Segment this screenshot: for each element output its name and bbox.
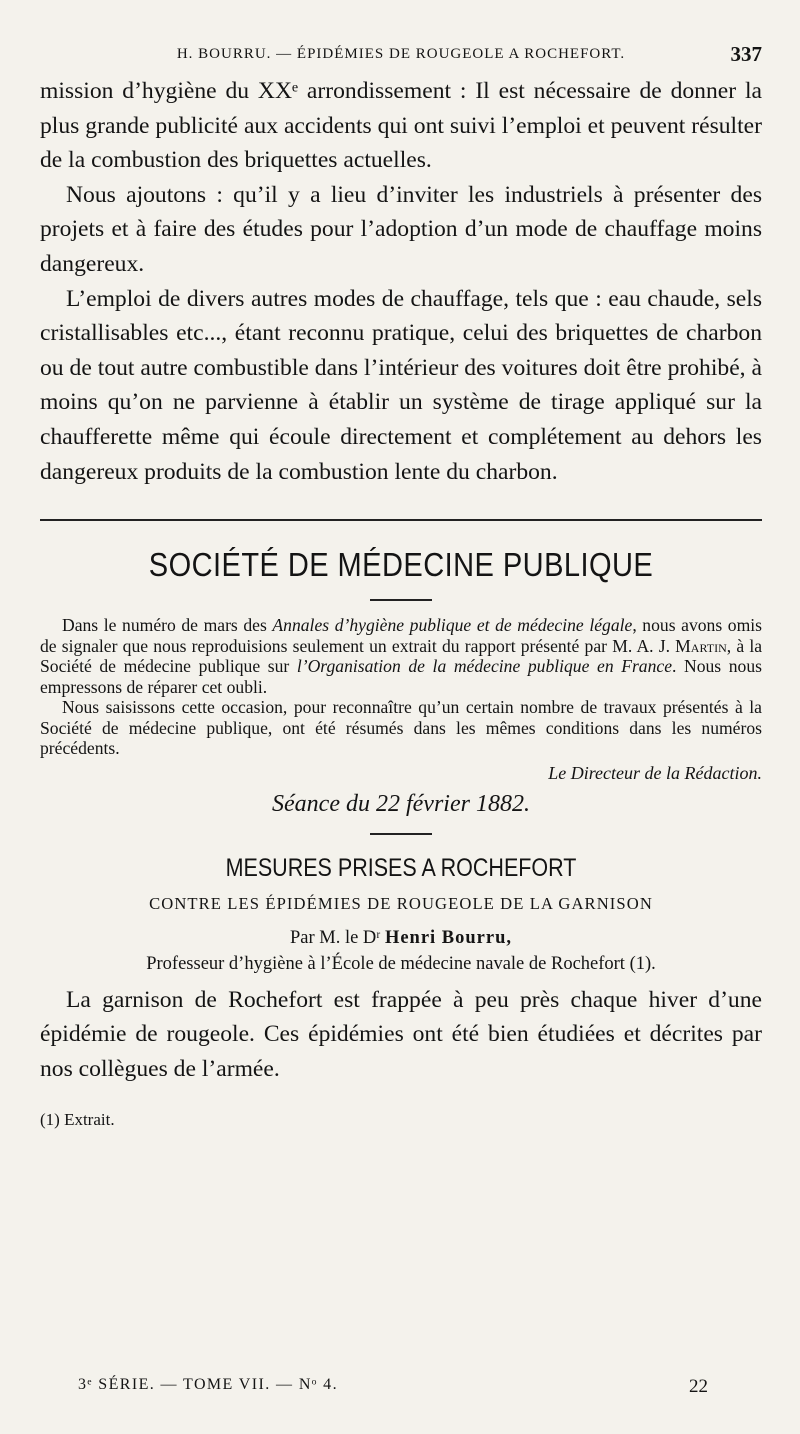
society-heading: SOCIÉTÉ DE MÉDECINE PUBLIQUE	[148, 546, 654, 584]
editor-note	[40, 615, 762, 785]
author-affiliation: Professeur d’hygiène à l’École de médecine navale de Rochefort (1).	[146, 953, 656, 974]
article-subtitle: CONTRE LES ÉPIDÉMIES DE ROUGEOLE DE LA GARNISON	[149, 893, 653, 913]
note-text-b: , nous avons omis de signaler que nous reproduisions seulement un extrait du rapport présenté par M. A. J.	[40, 615, 762, 656]
footnote: (1) Extrait.	[40, 1110, 115, 1130]
document-page	[40, 34, 762, 1132]
journal-title: Annales d’hygiène publique et de médecine légale	[272, 615, 633, 636]
editor-note-paragraph-2: Nous saisissons cette occasion, pour reconnaître qu’un certain nombre de travaux présentés à la Société de médecine publique, ont été résumés dans les mêmes conditions dans les numéros précédents.	[40, 697, 762, 759]
signature-number: 22	[689, 1376, 708, 1397]
session-date: Séance du 22 février 1882.	[272, 790, 530, 817]
page-footer	[78, 1376, 708, 1397]
note-text-c: , à la Société de médecine publique sur	[40, 635, 763, 677]
body-text	[40, 74, 762, 489]
article-lead	[40, 983, 762, 1087]
section-divider	[40, 519, 762, 521]
paragraph-2: Nous ajoutons : qu’il y a lieu d’inviter les industriels à présenter des projets et à faire des études pour l’adoption d’un mode de chauffage moins dangereux.	[40, 181, 762, 277]
paragraph-1: mission d’hygiène du XXᵉ arrondissement : Il est nécessaire de donner la plus grande publicité aux accidents qui ont suivi l’emploi et peuvent résulter de la combustion des briquettes actuelles.	[40, 78, 762, 174]
note-text-d: . Nous nous empressons de réparer cet oubli.	[40, 656, 762, 697]
lead-paragraph: La garnison de Rochefort est frappée à peu près chaque hiver d’une épidémie de rougeole. Ces épidémies ont été bien étudiées et décrites par nos collègues de l’armée.	[40, 986, 762, 1082]
series-info: 3ᵉ SÉRIE. — TOME VII. — Nᵒ 4.	[78, 1376, 338, 1393]
editor-note-paragraph-1	[40, 615, 762, 697]
editor-signature: Le Directeur de la Rédaction.	[548, 762, 762, 783]
running-title: H. BOURRU. — ÉPIDÉMIES DE ROUGEOLE A ROCHEFORT.	[176, 46, 626, 62]
article-title: MESURES PRISES A ROCHEFORT	[225, 853, 577, 882]
author-name: Henri Bourru,	[384, 927, 513, 948]
page-number: 337	[730, 42, 762, 66]
paragraph-3: L’emploi de divers autres modes de chauffage, tels que : eau chaude, sels cristallisables etc..., étant reconnu pratique, celui des briquettes de charbon ou de tout autre combustible dans l’intérieur des voitures doit être prohibé, à moins qu’on ne parvienne à établir un système de tirage appliqué sur la chaufferette même qui écoule directement et complétement au dehors les dangereux produits de la combustion lente du charbon.	[40, 285, 762, 485]
report-title: l’Organisation de la médecine publique en France	[296, 656, 673, 677]
byline-prefix: Par M. le Dʳ	[289, 927, 385, 948]
author-name-martin: Martin	[675, 635, 727, 656]
short-rule-2	[370, 833, 432, 835]
note-text-a: Dans le numéro de mars des	[62, 615, 273, 636]
article-byline	[40, 925, 762, 951]
running-header	[40, 34, 762, 74]
short-rule	[370, 599, 432, 601]
